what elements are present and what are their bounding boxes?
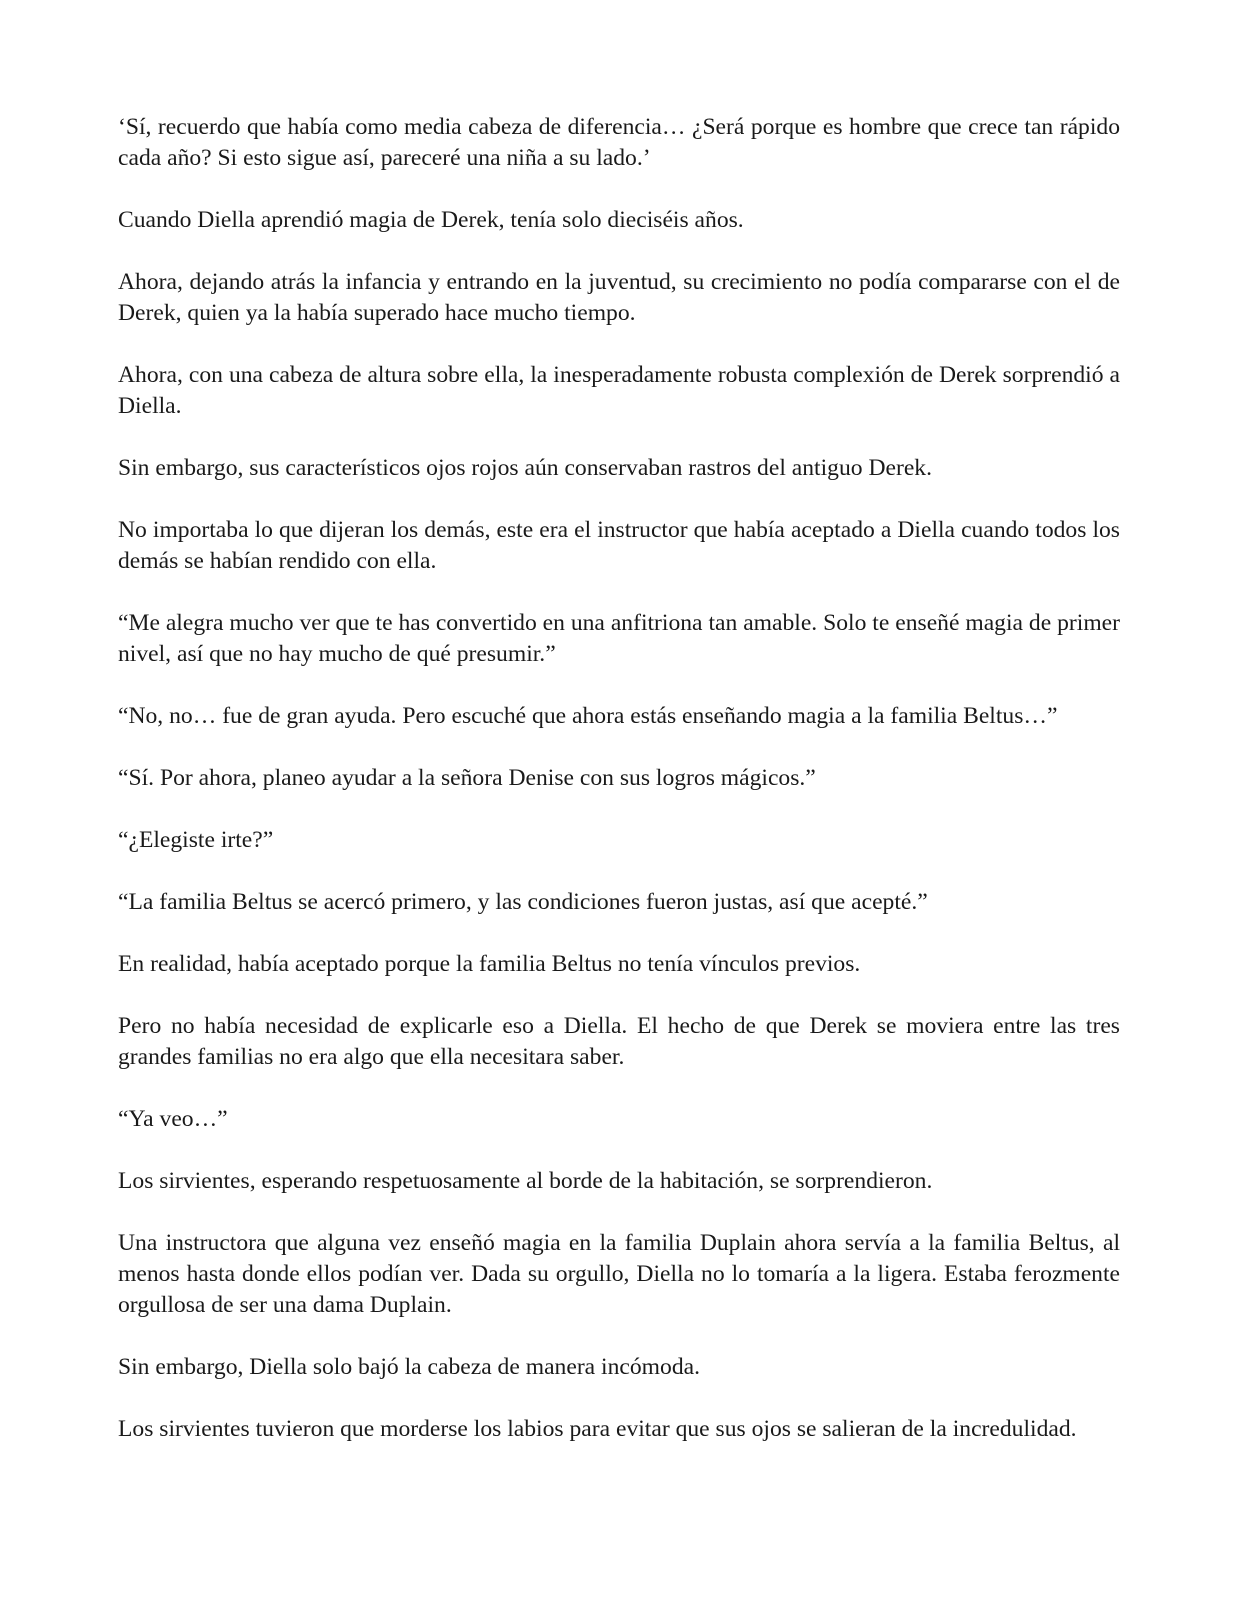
paragraph: “Ya veo…” <box>118 1106 228 1132</box>
paragraph: Sin embargo, Diella solo bajó la cabeza de manera incómoda. <box>118 1354 700 1380</box>
paragraph: “¿Elegiste irte?” <box>118 827 274 853</box>
paragraph: No importaba lo que dijeran los demás, este era el instructor que había aceptado a Diella cuando todos los demás se habían rendido con ella. <box>118 517 1120 574</box>
paragraph: Los sirvientes, esperando respetuosamente al borde de la habitación, se sorprendieron. <box>118 1168 933 1194</box>
paragraph: En realidad, había aceptado porque la familia Beltus no tenía vínculos previos. <box>118 951 861 977</box>
paragraph: Sin embargo, sus característicos ojos rojos aún conservaban rastros del antiguo Derek. <box>118 455 932 481</box>
paragraph: “No, no… fue de gran ayuda. Pero escuché que ahora estás enseñando magia a la familia Beltus…” <box>118 703 1058 729</box>
paragraph: “Sí. Por ahora, planeo ayudar a la señora Denise con sus logros mágicos.” <box>118 765 816 791</box>
paragraph: Una instructora que alguna vez enseñó magia en la familia Duplain ahora servía a la familia Beltus, al menos hasta donde ellos podían ver. Dada su orgullo, Diella no lo tomaría a la ligera. Estaba ferozmente orgullosa de ser una dama Duplain. <box>118 1230 1120 1318</box>
body-text <box>118 112 1120 1445</box>
paragraph: Ahora, dejando atrás la infancia y entrando en la juventud, su crecimiento no podía compararse con el de Derek, quien ya la había superado hace mucho tiempo. <box>118 269 1120 326</box>
paragraph: Pero no había necesidad de explicarle eso a Diella. El hecho de que Derek se moviera entre las tres grandes familias no era algo que ella necesitara saber. <box>118 1013 1120 1070</box>
paragraph: Cuando Diella aprendió magia de Derek, tenía solo dieciséis años. <box>118 207 744 233</box>
paragraph: ‘Sí, recuerdo que había como media cabeza de diferencia… ¿Será porque es hombre que crece tan rápido cada año? Si esto sigue así, pareceré una niña a su lado.’ <box>118 114 1120 171</box>
paragraph: “Me alegra mucho ver que te has convertido en una anfitriona tan amable. Solo te enseñé magia de primer nivel, así que no hay mucho de qué presumir.” <box>118 610 1120 667</box>
paragraph: Los sirvientes tuvieron que morderse los labios para evitar que sus ojos se salieran de la incredulidad. <box>118 1416 1077 1442</box>
paragraph: Ahora, con una cabeza de altura sobre ella, la inesperadamente robusta complexión de Derek sorprendió a Diella. <box>118 362 1120 419</box>
paragraph: “La familia Beltus se acercó primero, y las condiciones fueron justas, así que acepté.” <box>118 889 928 915</box>
